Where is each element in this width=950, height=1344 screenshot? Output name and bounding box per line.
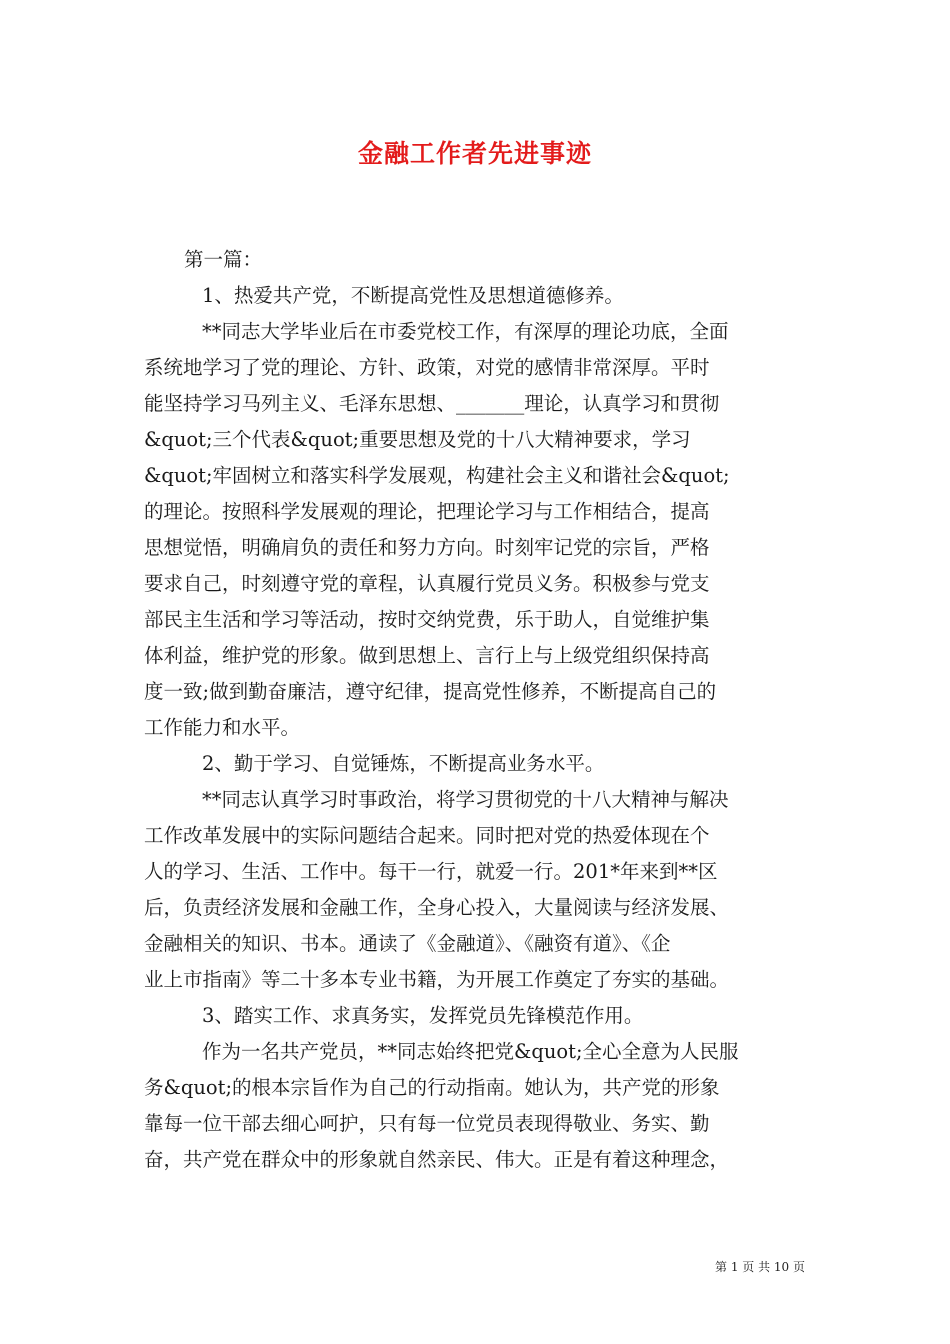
text-line: 业上市指南》等二十多本专业书籍，为开展工作奠定了夯实的基础。 [144,968,730,991]
text-line: 要求自己，时刻遵守党的章程，认真履行党员义务。积极参与党支 [144,572,710,595]
text-line: 务&quot;的根本宗旨作为自己的行动指南。她认为，共产党的形象 [144,1076,720,1099]
text-line: 人的学习、生活、工作中。每干一行，就爱一行。201*年来到**区 [144,860,718,883]
text-line: 第一篇： [184,248,263,271]
text-line: 2、勤于学习、自觉锤炼，不断提高业务水平。 [202,752,605,775]
text-line: 思想觉悟，明确肩负的责任和努力方向。时刻牢记党的宗旨，严格 [144,536,710,559]
text-line: 度一致;做到勤奋廉洁，遵守纪律，提高党性修养，不断提高自己的 [144,680,717,703]
text-line: &quot;三个代表&quot;重要思想及党的十八大精神要求，学习 [144,428,691,451]
document-title: 金融工作者先进事迹 [357,139,592,168]
text-line: 能坚持学习马列主义、毛泽东思想、_______理论，认真学习和贯彻 [144,392,720,415]
text-line: 作为一名共产党员，**同志始终把党&quot;全心全意为人民服 [202,1040,739,1063]
text-line: 体利益，维护党的形象。做到思想上、言行上与上级党组织保持高 [144,644,710,667]
text-line: &quot;牢固树立和落实科学发展观，构建社会主义和谐社会&quot; [144,464,730,487]
text-line: 靠每一位干部去细心呵护，只有每一位党员表现得敬业、务实、勤 [144,1112,710,1135]
text-line: 部民主生活和学习等活动，按时交纳党费，乐于助人，自觉维护集 [144,608,710,631]
text-line: 后，负责经济发展和金融工作，全身心投入，大量阅读与经济发展、 [144,896,730,919]
text-line: 奋，共产党在群众中的形象就自然亲民、伟大。正是有着这种理念， [144,1148,730,1171]
text-line: 系统地学习了党的理论、方针、政策，对党的感情非常深厚。平时 [144,356,710,379]
text-line: 的理论。按照科学发展观的理论，把理论学习与工作相结合，提高 [144,500,710,523]
text-line: **同志大学毕业后在市委党校工作，有深厚的理论功底，全面 [202,320,729,343]
page-number: 第 1 页 共 10 页 [715,1260,805,1274]
text-line: **同志认真学习时事政治，将学习贯彻党的十八大精神与解决 [202,788,729,811]
text-line: 金融相关的知识、书本。通读了《金融道》、《融资有道》、《企 [144,932,671,955]
text-line: 工作改革发展中的实际问题结合起来。同时把对党的热爱体现在个 [144,824,710,847]
text-line: 1、热爱共产党，不断提高党性及思想道德修养。 [202,284,624,307]
text-line: 3、踏实工作、求真务实，发挥党员先锋模范作用。 [202,1004,644,1027]
text-line: 工作能力和水平。 [144,716,301,739]
